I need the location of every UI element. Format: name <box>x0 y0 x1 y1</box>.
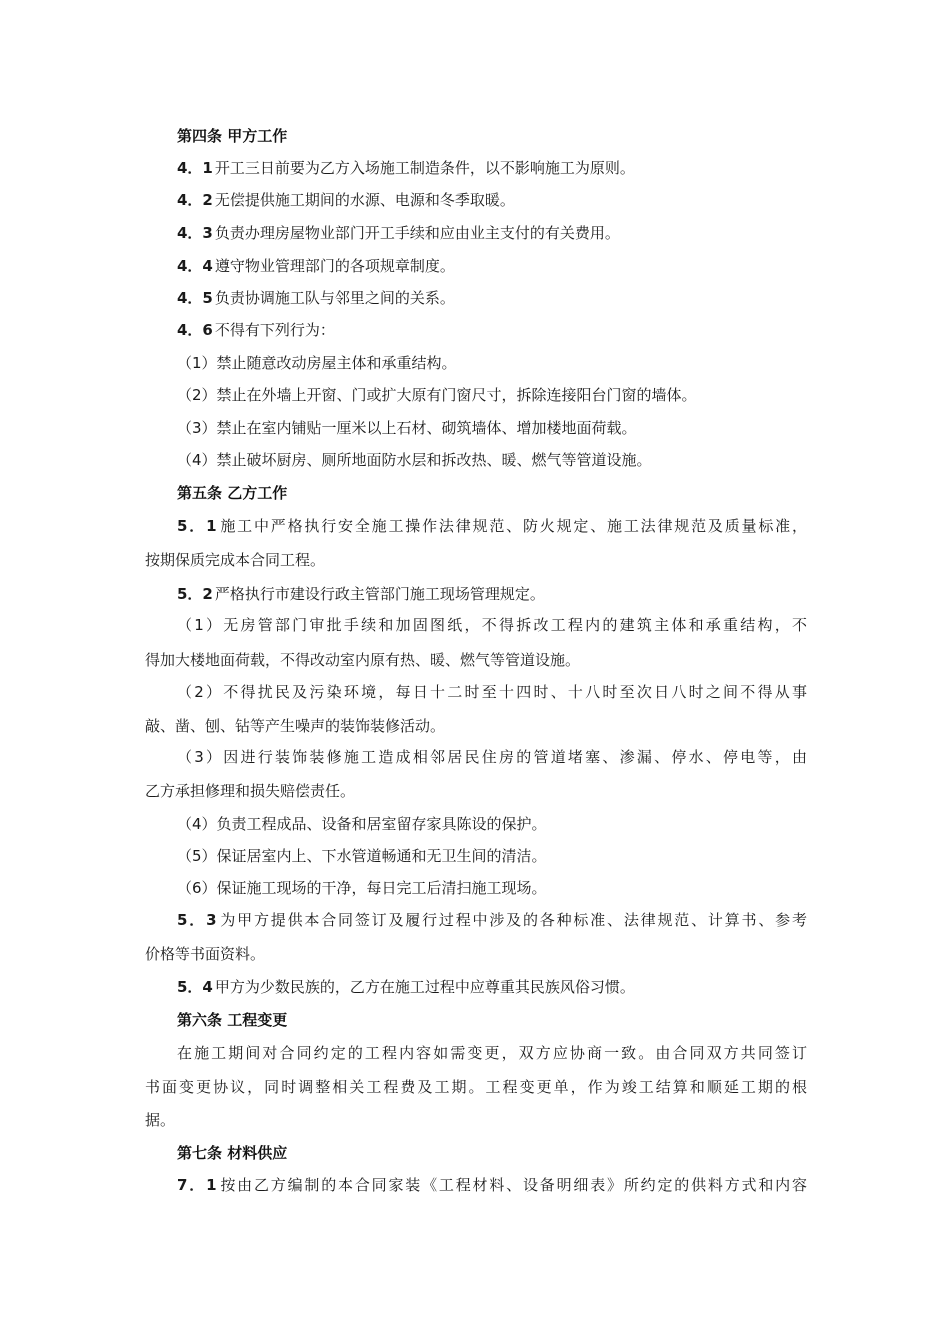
clause-text: 负责办理房屋物业部门开工手续和应由业主支付的有关费用。 <box>214 224 620 242</box>
clause-number: 4．3 <box>177 224 213 242</box>
section-6-para-line-2: 书面变更协议，同时调整相关工程费及工期。工程变更单，作为竣工结算和顺延工期的根 <box>145 1078 807 1096</box>
rule-1-line-1: （1）无房管部门审批手续和加固图纸，不得拆改工程内的建筑主体和承重结构，不 <box>177 616 807 634</box>
clause-text: 甲方为少数民族的，乙方在施工过程中应尊重其民族风俗习惯。 <box>214 978 635 996</box>
prohibition-4: （4）禁止破坏厨房、厕所地面防水层和拆改热、暖、燃气等管道设施。 <box>177 451 652 469</box>
clause-4-1 <box>177 158 847 178</box>
rule-2-line-2: 敲、凿、刨、钻等产生噪声的装饰装修活动。 <box>145 717 446 735</box>
section-6-heading: 第六条 工程变更 <box>177 1011 288 1029</box>
clause-text: 不得有下列行为： <box>214 321 335 339</box>
prohibition-1: （1）禁止随意改动房屋主体和承重结构。 <box>177 354 457 372</box>
clause-5-2 <box>177 584 847 604</box>
clause-5-4 <box>177 977 847 997</box>
clause-text: 无偿提供施工期间的水源、电源和冬季取暖。 <box>214 191 515 209</box>
section-7-heading: 第七条 材料供应 <box>177 1144 288 1162</box>
clause-5-1-line-2: 按期保质完成本合同工程。 <box>145 551 326 569</box>
clause-text: 严格执行市建设行政主管部门施工现场管理规定。 <box>214 585 545 603</box>
clause-text: 按由乙方编制的本合同家装《工程材料、设备明细表》所约定的供料方式和内容 <box>218 1176 808 1194</box>
clause-number: 5．4 <box>177 978 213 996</box>
clause-4-5 <box>177 288 847 308</box>
clause-text: 为甲方提供本合同签订及履行过程中涉及的各种标准、法律规范、计算书、参考 <box>218 911 808 929</box>
clause-4-2 <box>177 190 847 210</box>
rule-1-line-2: 得加大楼地面荷载，不得改动室内原有热、暖、燃气等管道设施。 <box>145 651 581 669</box>
clause-number: 5．2 <box>177 585 213 603</box>
rule-3-line-1: （3）因进行装饰装修施工造成相邻居民住房的管道堵塞、渗漏、停水、停电等，由 <box>177 748 807 766</box>
section-5-heading: 第五条 乙方工作 <box>177 484 288 502</box>
rule-5: （5）保证居室内上、下水管道畅通和无卫生间的清洁。 <box>177 847 547 865</box>
clause-4-6 <box>177 320 847 340</box>
section-4-heading: 第四条 甲方工作 <box>177 127 288 145</box>
clause-number: 4．6 <box>177 321 213 339</box>
rule-2-line-1: （2）不得扰民及污染环境，每日十二时至十四时、十八时至次日八时之间不得从事 <box>177 683 807 701</box>
clause-7-1 <box>177 1175 807 1195</box>
prohibition-2: （2）禁止在外墙上开窗、门或扩大原有门窗尺寸，拆除连接阳台门窗的墙体。 <box>177 386 697 404</box>
clause-number: 4．5 <box>177 289 213 307</box>
clause-5-3-line-1 <box>177 910 807 930</box>
clause-text: 遵守物业管理部门的各项规章制度。 <box>214 257 455 275</box>
clause-4-3 <box>177 223 847 243</box>
clause-4-4 <box>177 256 847 276</box>
clause-number: 4．4 <box>177 257 213 275</box>
clause-text: 开工三日前要为乙方入场施工制造条件，以不影响施工为原则。 <box>214 159 635 177</box>
clause-number: 7．1 <box>177 1176 217 1194</box>
prohibition-3: （3）禁止在室内铺贴一厘米以上石材、砌筑墙体、增加楼地面荷载。 <box>177 419 637 437</box>
section-6-para-line-3: 据。 <box>145 1111 176 1129</box>
clause-number: 5．1 <box>177 517 217 535</box>
clause-text: 负责协调施工队与邻里之间的关系。 <box>214 289 455 307</box>
section-6-para-line-1: 在施工期间对合同约定的工程内容如需变更，双方应协商一致。由合同双方共同签订 <box>177 1044 807 1062</box>
clause-number: 4．2 <box>177 191 213 209</box>
rule-6: （6）保证施工现场的干净，每日完工后清扫施工现场。 <box>177 879 547 897</box>
clause-5-1-line-1 <box>177 516 807 536</box>
rule-3-line-2: 乙方承担修理和损失赔偿责任。 <box>145 782 356 800</box>
clause-text: 施工中严格执行安全施工操作法律规范、防火规定、施工法律规范及质量标准， <box>218 517 808 535</box>
clause-5-3-line-2: 价格等书面资料。 <box>145 945 266 963</box>
rule-4: （4）负责工程成品、设备和居室留存家具陈设的保护。 <box>177 815 547 833</box>
clause-number: 4．1 <box>177 159 213 177</box>
clause-number: 5．3 <box>177 911 217 929</box>
